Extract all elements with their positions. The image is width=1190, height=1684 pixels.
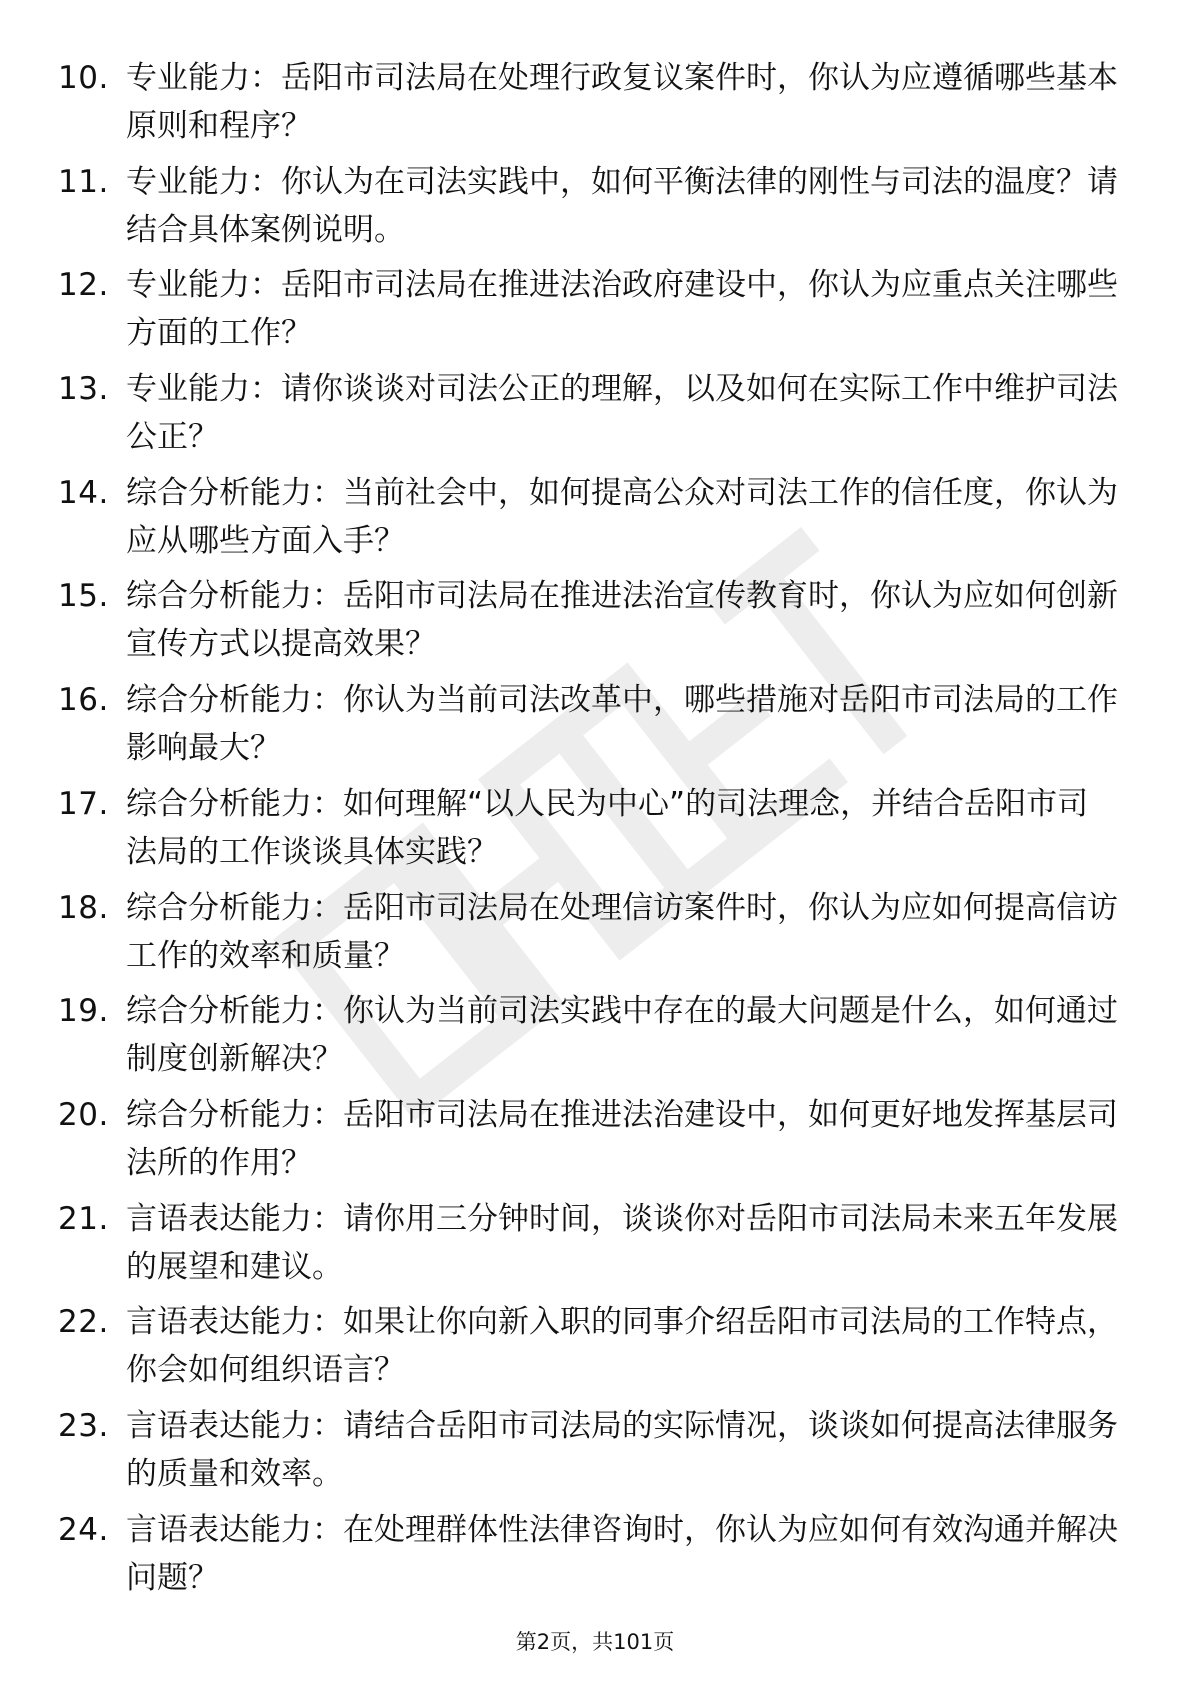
question-item	[58, 1506, 1118, 1610]
question-number: 10.	[58, 60, 109, 96]
question-number: 23.	[58, 1407, 109, 1444]
question-text: 综合分析能力：当前社会中，如何提高公众对司法工作的信任度，你认为应从哪些方面入手？	[126, 474, 1118, 559]
question-item	[58, 158, 1118, 262]
question-item	[58, 365, 1118, 469]
question-item	[58, 1091, 1118, 1195]
question-number: 14.	[58, 474, 109, 511]
question-text: 言语表达能力：请结合岳阳市司法局的实际情况，谈谈如何提高法律服务的质量和效率。	[126, 1407, 1118, 1492]
question-number: 13.	[58, 371, 109, 408]
question-number: 16.	[58, 682, 109, 719]
question-number: 21.	[58, 1200, 109, 1237]
question-text: 专业能力：你认为在司法实践中，如何平衡法律的刚性与司法的温度？请结合具体案例说明。	[126, 163, 1118, 248]
question-text: 专业能力：岳阳市司法局在推进法治政府建设中，你认为应重点关注哪些方面的工作？	[126, 267, 1118, 352]
question-item	[58, 780, 1118, 884]
question-number: 24.	[58, 1511, 109, 1548]
question-number: 11.	[58, 163, 109, 200]
question-item	[58, 261, 1118, 365]
question-item	[58, 1195, 1118, 1299]
question-number: 17.	[58, 785, 109, 822]
question-number: 20.	[58, 1096, 109, 1133]
question-text: 专业能力：岳阳市司法局在处理行政复议案件时，你认为应遵循哪些基本原则和程序？	[126, 60, 1118, 144]
question-text: 言语表达能力：如果让你向新入职的同事介绍岳阳市司法局的工作特点，你会如何组织语言？	[126, 1304, 1118, 1389]
question-text: 综合分析能力：岳阳市司法局在推进法治建设中，如何更好地发挥基层司法所的作用？	[126, 1096, 1118, 1181]
question-item	[58, 572, 1118, 676]
question-item	[58, 884, 1118, 988]
question-number: 18.	[58, 889, 109, 926]
page-footer: 第2页，共101页	[515, 1630, 675, 1654]
question-list	[58, 54, 1118, 1609]
question-text: 综合分析能力：你认为当前司法改革中，哪些措施对岳阳市司法局的工作影响最大？	[126, 682, 1118, 767]
question-number: 15.	[58, 578, 109, 615]
question-number: 19.	[58, 993, 109, 1030]
question-number: 12.	[58, 267, 109, 304]
question-text: 综合分析能力：你认为当前司法实践中存在的最大问题是什么，如何通过制度创新解决？	[126, 993, 1118, 1078]
question-text: 专业能力：请你谈谈对司法公正的理解，以及如何在实际工作中维护司法公正？	[126, 371, 1118, 456]
question-item	[58, 1298, 1118, 1402]
question-item	[58, 676, 1118, 780]
question-text: 言语表达能力：请你用三分钟时间，谈谈你对岳阳市司法局未来五年发展的展望和建议。	[126, 1200, 1118, 1285]
question-text: 综合分析能力：如何理解“以人民为中心”的司法理念，并结合岳阳市司法局的工作谈谈具体实践？	[126, 785, 1089, 870]
question-item	[58, 469, 1118, 573]
question-text: 言语表达能力：在处理群体性法律咨询时，你认为应如何有效沟通并解决问题？	[126, 1511, 1118, 1596]
question-text: 综合分析能力：岳阳市司法局在推进法治宣传教育时，你认为应如何创新宣传方式以提高效果？	[126, 578, 1118, 663]
question-number: 22.	[58, 1304, 109, 1341]
question-item	[58, 987, 1118, 1091]
question-item	[58, 1402, 1118, 1506]
question-item	[58, 54, 1118, 158]
question-text: 综合分析能力：岳阳市司法局在处理信访案件时，你认为应如何提高信访工作的效率和质量？	[126, 889, 1118, 974]
